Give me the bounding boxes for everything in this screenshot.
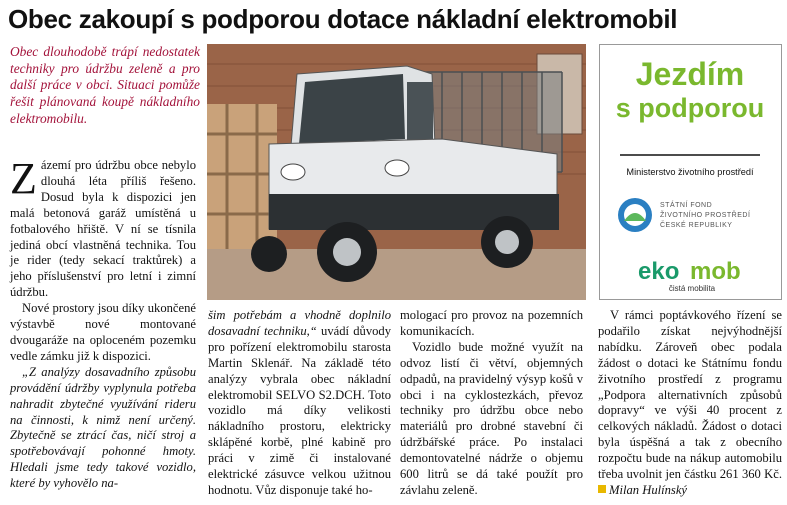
fund-line-2: ŽIVOTNÍHO PROSTŘEDÍ [660,212,751,219]
sidebar-ad [599,44,782,300]
brand-tagline: čistá mobilita [668,284,716,293]
sidebar-logos [600,45,781,299]
brand-mob: mob [690,258,741,285]
headline: Obec zakoupí s podporou dotace nákladní elektromobil [8,4,678,34]
article-photo [207,44,586,300]
lead-paragraph: Obec dlouhodobě trápí nedostatek techniky pro údržbu zeleně a pro další práce v obci. Situaci pomůže řešit plánovaná koupě nákladního elektromobilu. [10,44,200,126]
slogan-line-2: s podporou [615,93,765,123]
end-mark-icon [598,485,606,493]
paragraph: mologací pro provoz na pozemních komunikacích. [400,308,583,338]
article-column-1 [10,154,196,492]
paragraph: ázemí pro údržbu obce nebylo dlouhá léta příliš řešeno. Dosud byla k dispozici jen malá betonová garáž umístěná u fotbalového hřiště. V ní se tísnila jediná obcí vlastněná technika. Tou je rider (tedy sekací traktůrek) a jeho příslušenství pro letní i zimní údržbu. [10,158,196,300]
drop-cap: Z [10,154,37,203]
quote-continuation: šim potřebám a vhodně doplnilo dosavadní techniku,“ [208,308,391,338]
paragraph: Vozidlo bude možné využít na odvoz listí či větví, objemných odpadů, na pravidelný výsyp košů v obci i na cyklostezkách, převoz techniky pro údržbu obce nebo materiálů pro drobné stavební či údržbářské práce. Po instalaci demontovatelné nádrže o objemu 600 litrů se dá také použít pro závlahu zeleně. [400,339,583,497]
electric-truck-illustration [207,44,586,300]
paragraph: Nové prostory jsou díky ukončené výstavbě nové montované dvougaráže na oploceném pozemku vedle zámku již k dispozici. [10,301,196,363]
fund-logo-icon [618,198,652,232]
brand-eko: eko [638,258,680,285]
slogan-line-1: Jezdím [635,56,745,92]
paragraph: uvádí důvody pro pořízení elektromobilu starosta Martin Sklenář. Na základě této analýzy vybrala obec nákladní elektromobil SELVO S2.DCH. Toto vozidlo má díky velikosti nákladního prostoru, elektricky sklápěné korbě, plné kabině pro práci v zimě či instalované elektrické zásuvce velkou užitnou hodnotu. Vůz disponuje také ho- [208,323,392,497]
ministry-label: Ministerstvo životního prostředí [626,167,754,177]
article-column-3 [400,308,583,499]
article-column-2 [208,308,391,499]
author-signature: Milan Hulínský [609,482,687,497]
fund-line-1: STÁTNÍ FOND [660,202,713,209]
article-column-4 [598,308,782,499]
fund-line-3: ČESKÉ REPUBLIKY [660,222,733,229]
paragraph [598,308,782,499]
paragraph-text: V rámci poptávkového řízení se podařilo získat nejvýhodnější nabídku. Zároveň obec podala žádost o dotaci ke Státnímu fondu životního prostředí z programu „Podpora alternativních způsobů dopravy“ ve výši 40 procent z celkových nákladů. Žádost o dotaci byla úspěšná a tak z obecního rozpočtu bude na nákup automobilu třeba uvolnit jen částku 261 360 Kč. [598,308,782,482]
quote-paragraph: „Z analýzy dosavadního způsobu provádění údržby vyplynula potřeba nahradit zbytečné využívání rideru na činnosti, k nimž není určený. Zbytečně se ztrácí čas, ničí stroj a spotřebovávají pohonné hmoty. Hledali jsme tedy takové vozidlo, které by vyhovělo na- [10,364,196,491]
